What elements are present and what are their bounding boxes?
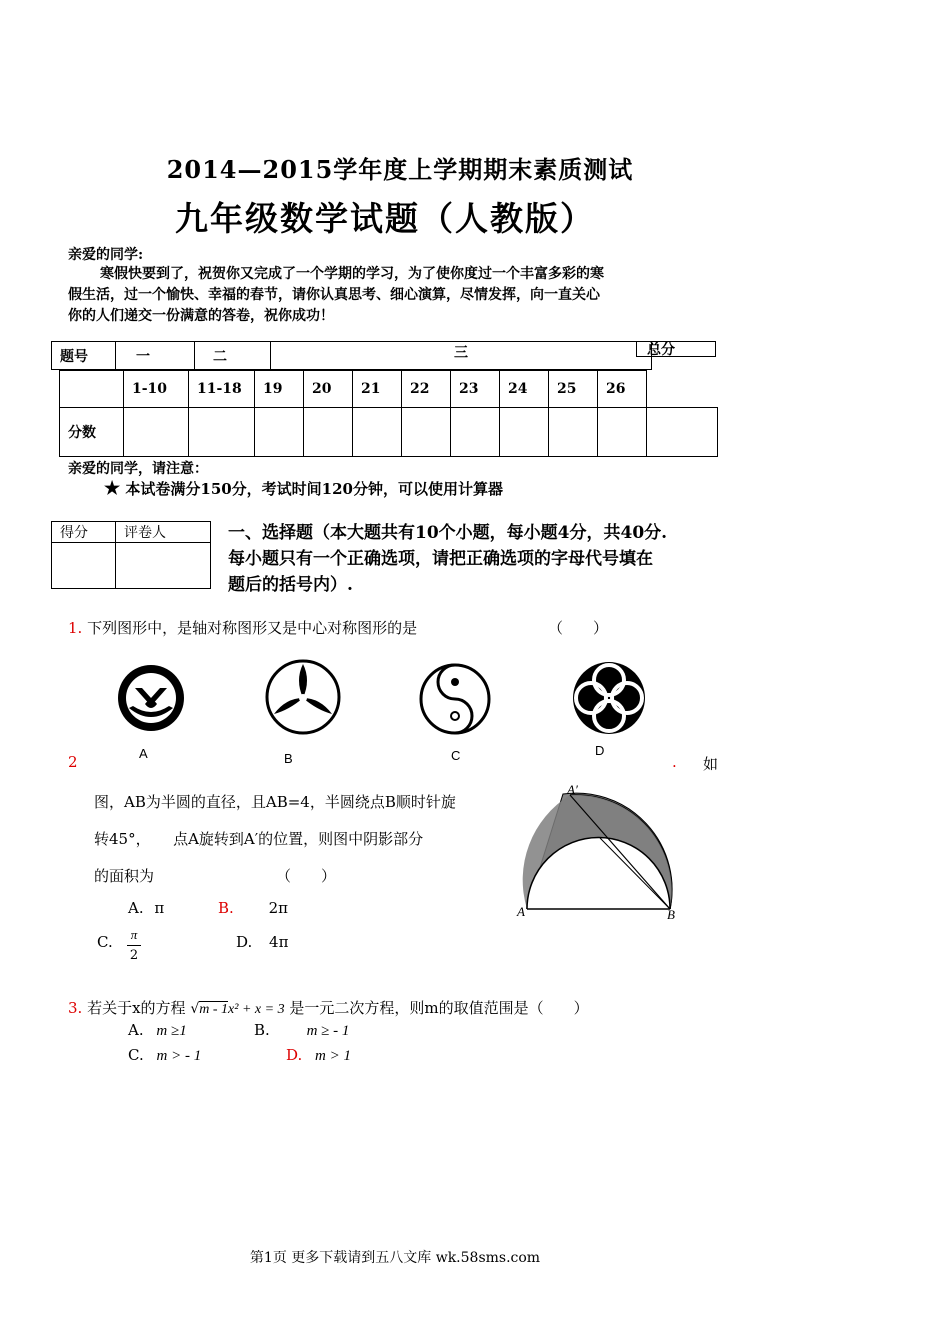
sqrt-inner: m - 1 (199, 1002, 229, 1017)
range-cell: 19 (255, 371, 304, 408)
point-a-label: A (517, 904, 525, 919)
section-1-line-2: 每小题只有一个正确选项，请把正确选项的字母代号填在 (228, 549, 653, 569)
sqrt-expression (190, 1001, 284, 1017)
notice-item-text: 本试卷满分150分，考试时间120分钟，可以使用计算器 (125, 480, 503, 498)
score-input-cell (255, 408, 304, 457)
question-1-text: 下列图形中，是轴对称图形又是中心对称图形的是 (87, 619, 418, 637)
figure-d-icon (571, 660, 647, 736)
figure-b-label: B (284, 751, 293, 766)
range-cell: 26 (598, 371, 647, 408)
grader-name-label: 评卷人 (116, 522, 211, 543)
q2-option-b-value: 2π (268, 899, 288, 917)
grader-box (51, 521, 211, 589)
page-footer: 第1页 更多下载请到五八文库 wk.58sms.com (249, 1250, 541, 1266)
question-3-text-before: 若关于x的方程 (87, 999, 186, 1017)
range-cell: 1-10 (124, 371, 189, 408)
grader-score-cell (52, 543, 116, 589)
q2-option-d (236, 933, 288, 951)
header-part-1: 一 (116, 342, 195, 370)
q2-option-b-label: B. (218, 899, 234, 917)
q2-option-d-label: D. (236, 933, 253, 951)
sqrt-icon: √ (190, 1001, 200, 1017)
equation-tail: x² + x = 3 (228, 1002, 285, 1017)
q2-option-a (128, 899, 164, 917)
header-part-3: 三 (271, 342, 652, 370)
range-cell: 22 (402, 371, 451, 408)
q2-option-c-fraction (127, 927, 141, 963)
score-input-cell (304, 408, 353, 457)
question-1 (68, 617, 417, 638)
q3-option-a (128, 1021, 187, 1040)
q3-option-c-label: C. (128, 1046, 144, 1064)
range-cell: 21 (353, 371, 402, 408)
q3-option-a-value: m ≥1 (156, 1023, 187, 1039)
q3-option-b-label: B. (254, 1021, 270, 1039)
score-table (59, 370, 718, 457)
question-2-line-1: 图，AB为半圆的直径，且AB=4，半圆绕点B顺时针旋 (94, 793, 456, 811)
exam-title: 2014—2015学年度上学期期末素质测试 (166, 155, 634, 184)
score-input-cell (189, 408, 255, 457)
q2-option-a-label: A. (128, 899, 144, 917)
question-1-answer-paren: （ ） (548, 619, 609, 637)
figure-b-icon (264, 658, 342, 736)
range-cell: 25 (549, 371, 598, 408)
point-a-prime-label: A′ (567, 782, 578, 797)
header-total: 总分 (636, 341, 716, 357)
figure-c-icon (418, 662, 492, 736)
section-1-line-1: 一、选择题（本大题共有10个小题，每小题4分，共40分. (228, 523, 668, 543)
exam-subtitle: 九年级数学试题（人教版） (175, 199, 595, 238)
range-cell: 11-18 (189, 371, 255, 408)
figure-a-label: A (139, 746, 148, 761)
q2-option-a-value: π (154, 899, 165, 917)
star-icon: ★ (104, 478, 121, 499)
fraction-bar (127, 945, 141, 946)
q3-option-a-label: A. (128, 1021, 144, 1039)
section-1-line-3: 题后的括号内）. (228, 575, 353, 595)
grader-name-cell (116, 543, 211, 589)
score-row-label: 分数 (60, 408, 124, 457)
greeting: 亲爱的同学: (68, 247, 144, 263)
range-cell: 20 (304, 371, 353, 408)
question-2-answer-paren: （ ） (276, 867, 337, 885)
q2-option-c (97, 933, 113, 951)
intro-line-2: 假生活，过一个愉快、幸福的春节，请你认真思考、细心演算，尽情发挥，向一直关心 (68, 287, 600, 303)
notice-title: 亲爱的同学，请注意： (68, 461, 208, 477)
header-question-no: 题号 (52, 342, 116, 370)
q2-option-d-value: 4π (269, 933, 289, 951)
semicircle-rotation-figure (515, 780, 705, 920)
blank-cell (60, 371, 124, 408)
question-3-text-after: 是一元二次方程，则m的取值范围是（ ） (289, 999, 589, 1017)
question-2-number: 2 (68, 753, 78, 771)
score-input-cell (402, 408, 451, 457)
score-input-cell (451, 408, 500, 457)
q3-option-b-value: m ≥ - 1 (306, 1023, 350, 1039)
q2-option-c-denominator: 2 (129, 948, 139, 963)
score-input-cell (124, 408, 189, 457)
figure-d-label: D (595, 743, 605, 758)
score-table-header (51, 341, 652, 370)
q3-option-d-label: D. (286, 1046, 303, 1064)
score-input-cell (353, 408, 402, 457)
total-blank-cell (647, 371, 718, 408)
question-2-ru: 如 (703, 755, 719, 773)
q2-option-b (218, 899, 288, 917)
q2-option-c-label: C. (97, 933, 113, 951)
question-2-line-3: 的面积为 (94, 867, 155, 885)
range-cell: 23 (451, 371, 500, 408)
q3-option-b (254, 1021, 349, 1040)
question-2-dot: . (672, 753, 677, 771)
q3-option-c (128, 1046, 201, 1065)
q2-option-c-numerator: π (130, 927, 138, 942)
question-3-number: 3. (68, 999, 83, 1017)
score-input-cell (647, 408, 718, 457)
question-2-line-2: 转45°， 点A旋转到A′的位置，则图中阴影部分 (94, 830, 424, 848)
grader-score-label: 得分 (52, 522, 116, 543)
range-cell: 24 (500, 371, 549, 408)
point-b-label: B (667, 907, 675, 920)
figure-c-label: C (451, 748, 461, 763)
notice-item (104, 478, 503, 499)
intro-line-1: 寒假快要到了，祝贺你又完成了一个学期的学习，为了使你度过一个丰富多彩的寒 (100, 266, 604, 282)
header-part-2: 二 (195, 342, 271, 370)
question-1-number: 1. (68, 619, 83, 637)
q3-option-d-value: m > 1 (315, 1048, 352, 1064)
q3-option-c-value: m > - 1 (156, 1048, 202, 1064)
score-input-cell (549, 408, 598, 457)
figure-a-icon (115, 662, 187, 734)
score-input-cell (500, 408, 549, 457)
question-3 (68, 997, 589, 1018)
score-input-cell (598, 408, 647, 457)
intro-line-3: 你的人们递交一份满意的答卷，祝你成功！ (68, 308, 334, 324)
q3-option-d (286, 1046, 351, 1065)
